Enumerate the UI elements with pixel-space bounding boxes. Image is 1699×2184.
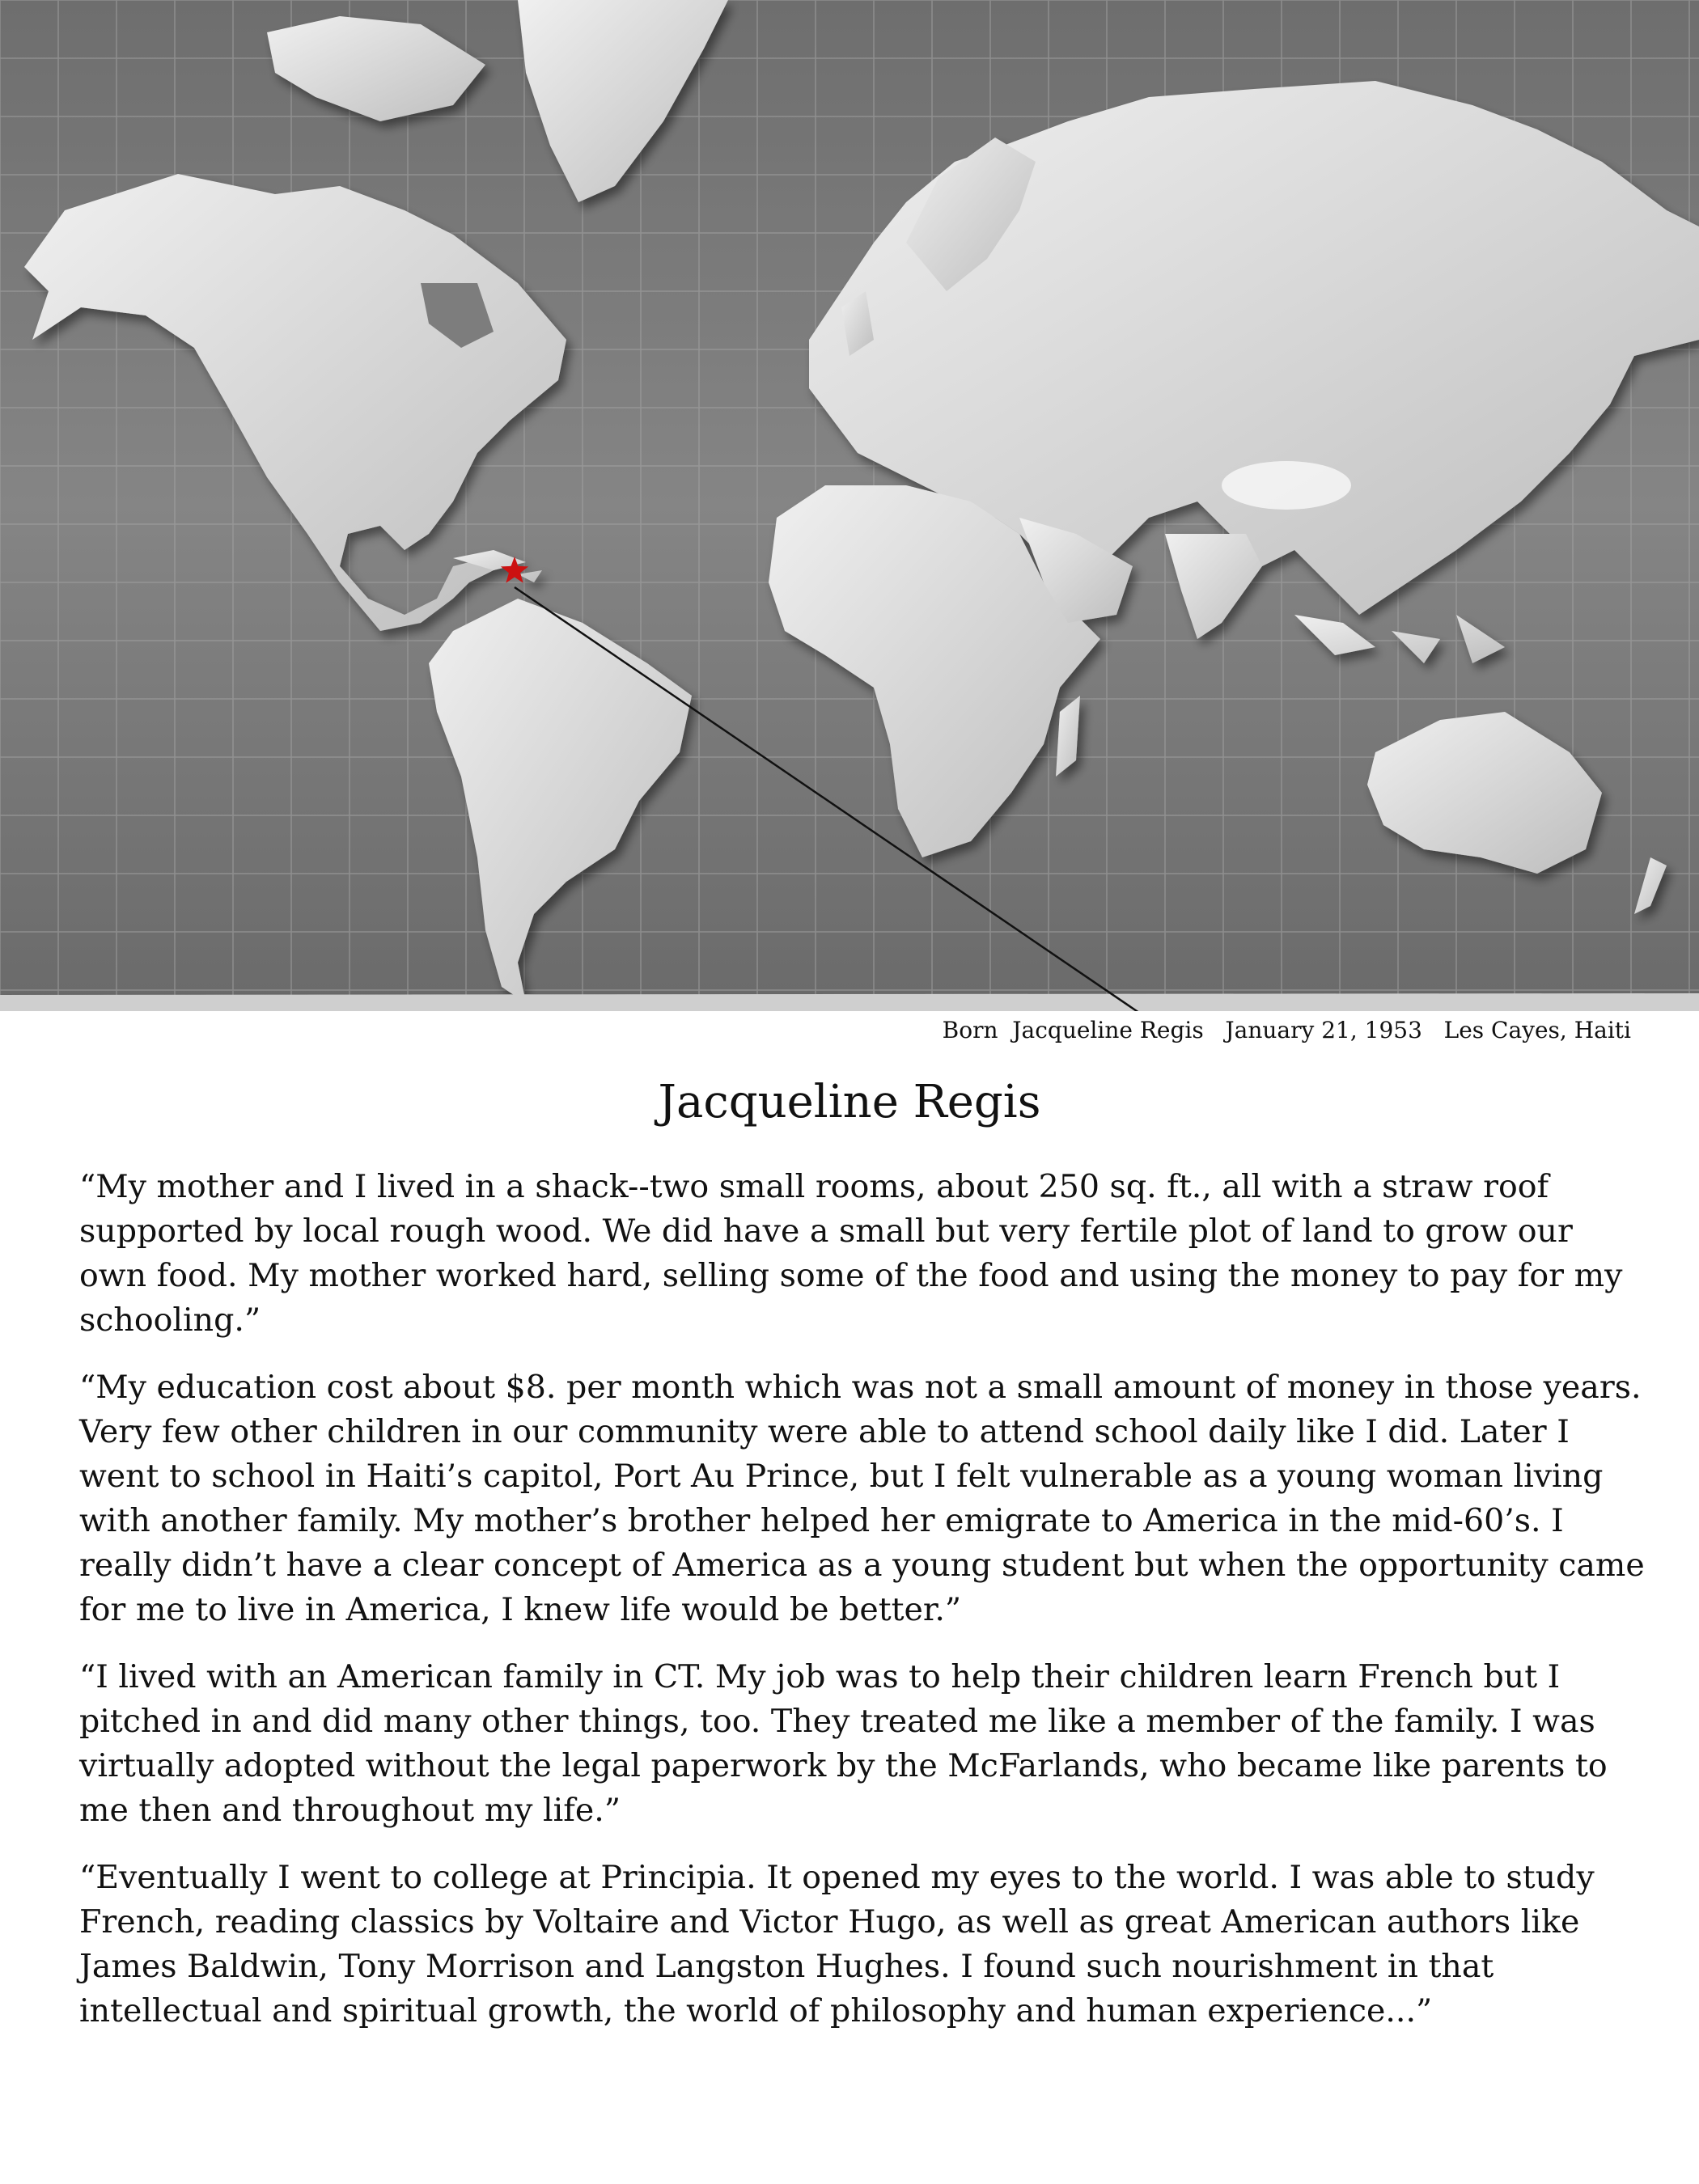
story-body xyxy=(79,1165,1649,2056)
paragraph: “Eventually I went to college at Principia. It opened my eyes to the world. I was able to study French, reading classics by Voltaire and Victor Hugo, as well as great American authors like James Baldwin, Tony Morrison and Langston Hughes. I found such nourishment in that intellectual and spiritual growth, the world of philosophy and human experience...” xyxy=(79,1859,1595,2030)
world-map xyxy=(0,0,1699,1011)
paragraph: “I lived with an American family in CT. My job was to help their children learn French but I pitched in and did many other things, too. They treated me like a member of the family. I was virtually adopted without the legal paperwork by the McFarlands, who became like parents to me then and throughout my life.” xyxy=(79,1658,1608,1829)
paragraph: “My education cost about $8. per month which was not a small amount of money in those years. Very few other children in our community were able to attend school daily like I did. Later I went to school in Haiti’s capitol, Port Au Prince, but I felt vulnerable as a young woman living with another family. My mother’s brother helped her emigrate to America in the mid-60’s. I really didn’t have a clear concept of America as a young student but when the opportunity came for me to live in America, I knew life would be better.” xyxy=(79,1369,1645,1628)
antarctica-edge xyxy=(0,993,1699,1011)
map-caption: Born Jacqueline Regis January 21, 1953 Les Cayes, Haiti xyxy=(942,1017,1631,1043)
page-title: Jacqueline Regis xyxy=(658,1076,1041,1128)
paragraph: “My mother and I lived in a shack--two small rooms, about 250 sq. ft., all with a straw roof supported by local rough wood. We did have a small but very fertile plot of land to grow our own food. My mother worked hard, selling some of the food and using the money to pay for my schooling.” xyxy=(79,1168,1623,1339)
tibet-highlight xyxy=(1222,461,1351,510)
